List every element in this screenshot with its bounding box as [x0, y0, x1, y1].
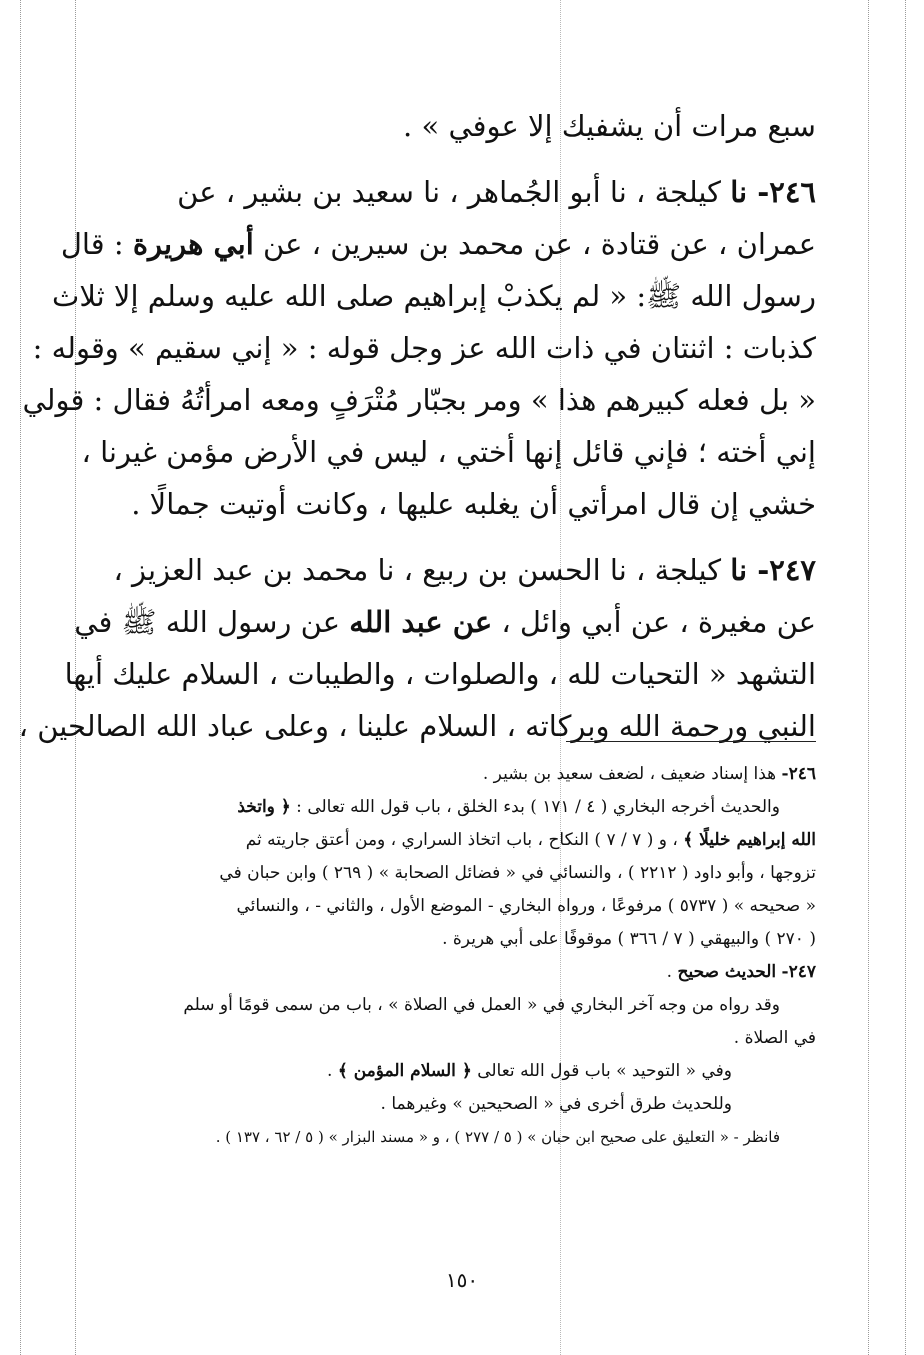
footnote-247-line-6 [104, 1121, 816, 1154]
footnote-246-line-1 [104, 758, 816, 791]
scan-guide-line [20, 0, 21, 1355]
hadith-247-line-3 [64, 648, 816, 700]
text-span: هذا إسناد ضعيف ، لضعف سعيد بن بشير . [482, 764, 782, 784]
scan-guide-line [905, 0, 906, 1355]
text-span: سبع مرات أن يشفيك إلا عوفي » . [403, 109, 816, 143]
hadith-247-line-2 [74, 596, 816, 648]
footnote-246-line-5 [104, 890, 816, 923]
quran-quote: ﴿ السلام المؤمن ﴾ [337, 1061, 472, 1081]
text-span: عمران ، عن قتادة ، عن محمد بن سيرين ، عن [253, 227, 816, 261]
text-span: « صحيحه » ( ٥٧٣٧ ) مرفوعًا ، ورواه البخاري - الموضع الأول ، والثاني - ، والنسائي [236, 896, 816, 916]
footnote-246-line-2 [104, 791, 816, 824]
text-span: وفي « التوحيد » باب قول الله تعالى [471, 1061, 732, 1081]
text-span: عن مغيرة ، عن أبي وائل ، [492, 605, 816, 639]
footnotes [104, 758, 816, 1154]
hadith-247-line-4 [18, 700, 816, 752]
hadith-number: ٢٤٦- نا [730, 175, 816, 209]
text-span: ( ٢٧٠ ) والبيهقي ( ٧ / ٣٦٦ ) موقوفًا على أبي هريرة . [442, 929, 816, 949]
footnote-247-line-1 [104, 956, 816, 989]
page-number: ١٥٠ [445, 1268, 479, 1292]
text-span: . [327, 1061, 338, 1081]
text-span: كيلجة ، نا أبو الجُماهر ، نا سعيد بن بشير ، عن [177, 175, 731, 209]
text-span: النبي ورحمة الله وبركاته ، السلام علينا ، وعلى عباد الله الصالحين ، [18, 709, 816, 743]
hadith-246-line-3 [52, 270, 816, 322]
hadith-247-line-1 [104, 544, 816, 596]
text-span: ، و ( ٧ / ٧ ) النكاح ، باب اتخاذ السراري ، ومن أعتق جاريته ثم [245, 830, 684, 850]
narrator-name: عن عبد الله [349, 605, 493, 639]
footnote-246-line-4 [104, 857, 816, 890]
footnote-247-line-4 [104, 1055, 816, 1088]
footnote-246-line-6 [104, 923, 816, 956]
hadith-246-line-7 [104, 478, 816, 530]
text-span: « بل فعله كبيرهم هذا » ومر بجبّار مُتْرَفٍ ومعه امرأتُهُ فقال : قولي [22, 383, 816, 417]
text-span: فانظر - « التعليق على صحيح ابن حبان » ( ٥ / ٢٧٧ ) ، و « مسند البزار » ( ٥ / ٦٢ ، ١٣٧ ) . [215, 1128, 780, 1146]
text-span: خشي إن قال امرأتي أن يغلبه عليها ، وكانت أوتيت جمالًا . [131, 487, 816, 521]
text-span: في الصلاة . [733, 1028, 816, 1048]
text-span: رسول الله ﷺ: « لم يكذبْ إبراهيم صلى الله عليه وسلم إلا ثلاث [52, 279, 816, 313]
scan-guide-line [868, 0, 869, 1355]
footnote-247-line-3 [104, 1022, 816, 1055]
footnote-247-line-5 [104, 1088, 816, 1121]
narrator-name: أبي هريرة [132, 227, 254, 261]
footnote-separator [566, 741, 816, 742]
footnote-247-line-2 [104, 989, 816, 1022]
footnote-246-line-3 [104, 824, 816, 857]
text-span: عن رسول الله ﷺ في [74, 605, 350, 639]
footnote-number: ٢٤٧- [781, 962, 816, 982]
footnote-number: ٢٤٦- [781, 764, 816, 784]
hadith-number: ٢٤٧- نا [730, 553, 816, 587]
hadith-246-line-2 [60, 218, 816, 270]
hadith-246-line-6 [81, 426, 816, 478]
grading: الحديث صحيح [677, 962, 777, 982]
main-text [18, 100, 816, 752]
text-span: إني أخته ؛ فإني قائل إنها أختي ، ليس في الأرض مؤمن غيرنا ، [81, 435, 816, 469]
hadith-246-line-1 [104, 166, 816, 218]
text-span: كذبات : اثنتان في ذات الله عز وجل قوله : « إني سقيم » وقوله : [32, 331, 816, 365]
text-span: : قال [60, 227, 133, 261]
quran-quote: الله إبراهيم خليلًا ﴾ [683, 830, 816, 850]
text-span: . [666, 962, 678, 982]
text-span: وللحديث طرق أخرى في « الصحيحين » وغيرهما . [380, 1094, 732, 1114]
text-line-1 [104, 100, 816, 152]
text-span: تزوجها ، وأبو داود ( ٢٢١٢ ) ، والنسائي في « فضائل الصحابة » ( ٢٦٩ ) وابن حبان في [219, 863, 816, 883]
hadith-246-line-4 [32, 322, 816, 374]
text-span: والحديث أخرجه البخاري ( ٤ / ١٧١ ) بدء الخلق ، باب قول الله تعالى : [290, 797, 780, 817]
text-span: كيلجة ، نا الحسن بن ربيع ، نا محمد بن عبد العزيز ، [113, 553, 731, 587]
text-span: التشهد « التحيات لله ، والصلوات ، والطيبات ، السلام عليك أيها [64, 657, 816, 691]
hadith-246-line-5 [22, 374, 816, 426]
quran-quote: ﴿ واتخذ [237, 797, 291, 817]
text-span: وقد رواه من وجه آخر البخاري في « العمل في الصلاة » ، باب من سمى قومًا أو سلم [183, 995, 780, 1015]
